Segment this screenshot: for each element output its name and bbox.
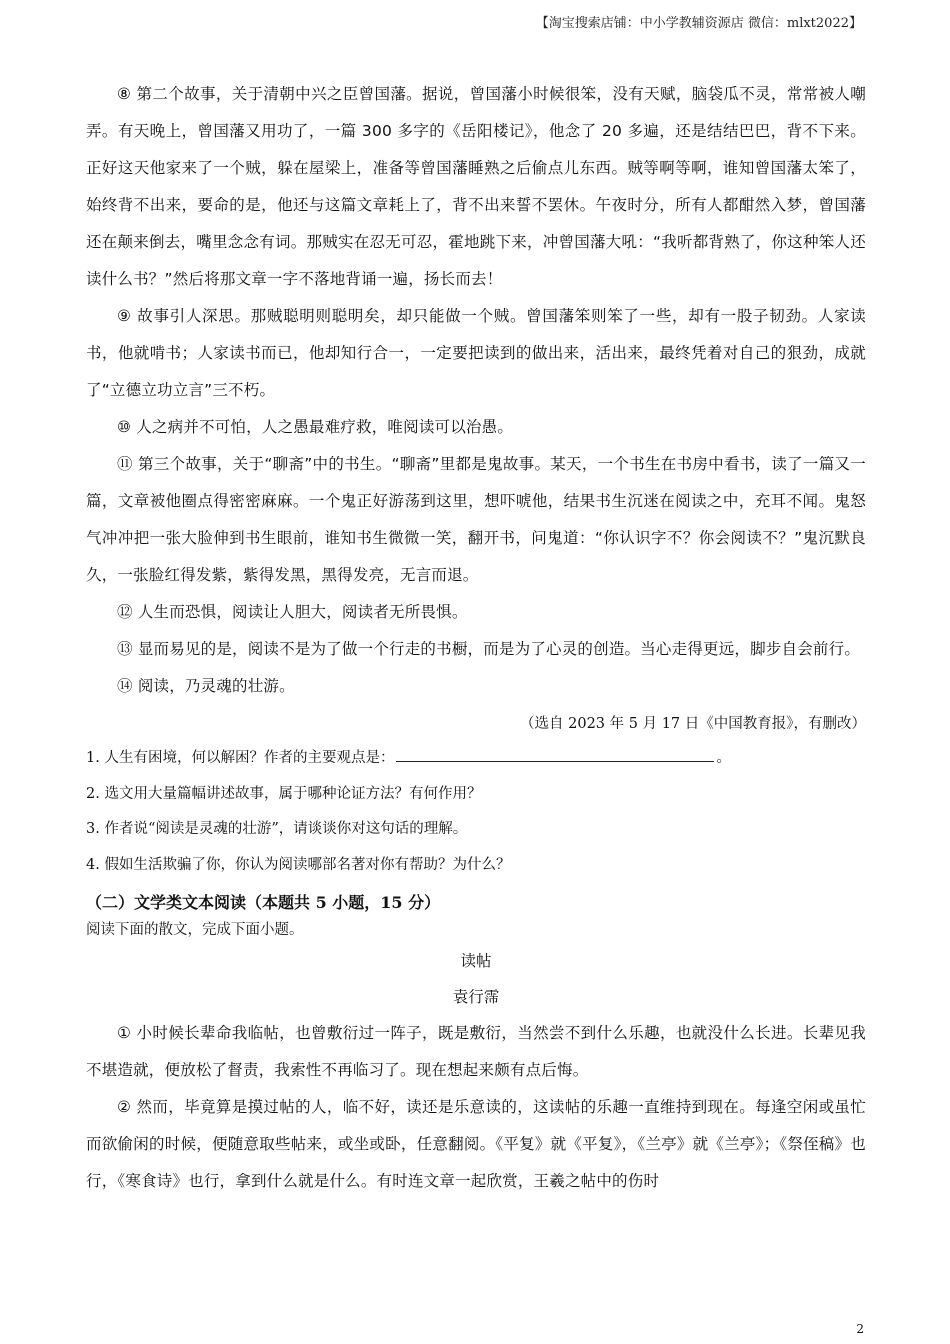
answer-blank (396, 747, 714, 762)
question-1 (86, 741, 866, 777)
paragraph-10: ⑩ 人之病并不可怕，人之愚最难疗救，唯阅读可以治愚。 (117, 418, 514, 436)
page-number: 2 (856, 1322, 864, 1336)
paragraph-9: ⑨ 故事引人深思。那贼聪明则聪明矣，却只能做一个贼。曾国藩笨则笨了一些，却有一股子韧劲。人家读书，他就啃书；人家读书而已，他却知行合一，一定要把读到的做出来，活出来，最终凭着对自己的狠劲，成就了“立德立功立言”三不朽。 (86, 307, 866, 399)
question-1-text: 1. 人生有困境，何以解困？作者的主要观点是： (86, 750, 395, 766)
article-section (86, 76, 866, 741)
literary-section (86, 889, 866, 1200)
paragraph-14: ⑭ 阅读，乃灵魂的壮游。 (117, 677, 295, 695)
essay-author: 袁行霈 (452, 988, 500, 1006)
essay-paragraph-2: ② 然而，毕竟算是摸过帖的人，临不好，读还是乐意读的，这读帖的乐趣一直维持到现在。每逢空闲或虽忙而欲偷闲的时候，便随意取些帖来，或坐或卧，任意翻阅。《平复》就《平复》，《兰亭》就《兰亭》；《祭侄稿》也行，《寒食诗》也行，拿到什么就是什么。有时连文章一起欣赏，王羲之帖中的伤时 (86, 1098, 866, 1190)
paragraph-12: ⑫ 人生而恐惧，阅读让人胆大，阅读者无所畏惧。 (117, 603, 468, 621)
question-1-end: 。 (716, 750, 731, 766)
paragraph-8: ⑧ 第二个故事，关于清朝中兴之臣曾国藩。据说，曾国藩小时候很笨，没有天赋，脑袋瓜不灵，常常被人嘲弄。有天晚上，曾国藩又用功了，一篇 300 多字的《岳阳楼记》，他念了 20 多遍，还是结结巴巴，背不下来。正好这天他家来了一个贼，躲在屋梁上，准备等曾国藩睡熟之后偷点儿东西。贼等啊等啊，谁知曾国藩太笨了，始终背不出来，要命的是，他还与这篇文章耗上了，背不出来誓不罢休。午夜时分，所有人都酣然入梦，曾国藩还在颠来倒去，嘴里念念有词。那贼实在忍无可忍，霍地跳下来，冲曾国藩大吼：“我听都背熟了，你这种笨人还读什么书？”然后将那文章一字不落地背诵一遍，扬长而去！ (86, 85, 866, 288)
paragraph-11: ⑪ 第三个故事，关于“聊斋”中的书生。“聊斋”里都是鬼故事。某天，一个书生在书房中看书，读了一篇又一篇，文章被他圈点得密密麻麻。一个鬼正好游荡到这里，想吓唬他，结果书生沉迷在阅读之中，充耳不闻。鬼怒气冲冲把一张大脸伸到书生眼前，谁知书生微微一笑，翻开书，问鬼道：“你认识字不？你会阅读不？”鬼沉默良久，一张脸红得发紫，紫得发黑，黑得发亮，无言而退。 (86, 455, 866, 584)
article-source: （选自 2023 年 5 月 17 日《中国教育报》，有删改） (520, 716, 866, 732)
essay-paragraph-1: ① 小时候长辈命我临帖，也曾敷衍过一阵子，既是敷衍，当然尝不到什么乐趣，也就没什么长进。长辈见我不堪造就，便放松了督责，我索性不再临习了。现在想起来颇有点后悔。 (86, 1024, 866, 1079)
header-watermark: 【淘宝搜索店铺：中小学教辅资源店 微信：mlxt2022】 (535, 16, 862, 31)
essay-title: 读帖 (460, 952, 492, 970)
question-4: 4. 假如生活欺骗了你，你认为阅读哪部名著对你有帮助？为什么？ (86, 856, 511, 873)
question-3: 3. 作者说“阅读是灵魂的壮游”，请谈谈你对这句话的理解。 (86, 821, 468, 837)
section-instruction: 阅读下面的散文，完成下面小题。 (86, 922, 304, 938)
question-2: 2. 选文用大量篇幅讲述故事，属于哪种论证方法？有何作用？ (86, 785, 482, 802)
section-heading: （二）文学类文本阅读（本题共 5 小题，15 分） (86, 893, 441, 912)
question-list (86, 741, 866, 883)
page-content (86, 76, 866, 1200)
paragraph-13: ⑬ 显而易见的是，阅读不是为了做一个行走的书橱，而是为了心灵的创造。当心走得更远，脚步自会前行。 (117, 640, 861, 658)
